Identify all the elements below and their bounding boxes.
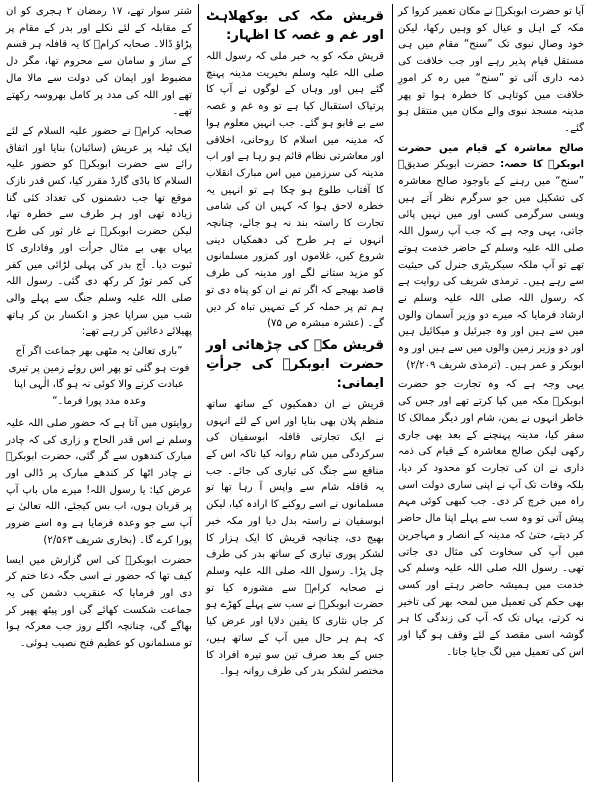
paragraph: قریش نے ان دھمکیوں کے ساتھ ساتھ منظم پلان بھی بنایا اور اس کے لئے انہوں نے ایک تجارتی قافلہ ابوسفیان کی سرکردگی میں شام روانہ کیا تاکہ اس کے منافع سے جنگ کی تیاری کی جائے۔ جب یہ قافلہ شام سے واپس آ رہا تھا تو مسلمانوں نے اسے روکنے کا ارادہ کیا، لیکن ابوسفیان نے راستہ بدل دیا اور مکہ خبر بھیج دی، چنانچہ قریش کا ایک ہزار کا لشکر پوری تیاری کے ساتھ بدر کی طرف چل پڑا۔ رسول اللہ صلی اللہ علیہ وسلم نے صحابہ کرامؓ سے مشورہ کیا تو حضرت ابوبکرؓ نے سب سے پہلے کھڑے ہو کر جاں نثاری کا یقین دلایا اور عرض کیا کہ ہم ہر حال میں آپ کے ساتھ ہیں، جس کے بعد صرف تین سو تیرہ افراد کا مختصر لشکر بدر کی طرف روانہ ہوا۔ (206, 398, 384, 678)
paragraph: شتر سوار تھے، ۱۷ رمضان ۲ ہجری کو ان کے مقابلہ کے لئے نکلے اور بدر کے مقام پر پڑاؤ ڈالا۔ صحابہ کرامؓ کا یہ قافلہ ہر قسم کے ساز و سامان سے محروم تھا، مگر دل مضبوط اور ایمان کی دولت سے مالا مال تھے اور اللہ کی مدد پر کامل بھروسہ رکھتے تھے۔ (6, 6, 192, 118)
prayer-verse: ”باری تعالیٰ یہ مٹھی بھر جماعت اگر آج فوت ہو گئی تو پھر اس روئے زمین پر تیری عبادت کرنے والا کوئی نہ ہو گا، الٰہی اپنا وعدہ مدد پورا فرما۔“ (8, 346, 190, 408)
inline-heading: صالح معاشرہ کے قیام میں حضرت ابوبکرؓ کا حصہ: (398, 142, 584, 171)
paragraph: حضرت ابوبکرؓ کی اس گزارش میں ایسا کیف تھا کہ حضور نے اسی جگہ دعا ختم کر دی اور فرمایا کہ عنقریب دشمن کی یہ جماعت شکست کھائے گی اور پیٹھ پھیر کر بھاگے گی، چنانچہ اگلے روز جب معرکہ ہوا تو مسلمانوں کو عظیم فتح نصیب ہوئی۔ (6, 554, 192, 650)
paragraph: آیا تو حضرت ابوبکرؓ نے مکان تعمیر کروا کر مکہ کے اہل و عیال کو وہیں رکھا، لیکن خود وصالِ نبوی تک ”سنح“ مقام میں ہی مستقل قیام پذیر رہے اور جب خلافت کی ذمہ داری آئی تو ”سنح“ میں رہ کر امورِ خلافت میں کوتاہی کا خطرہ ہوا تو پھر مدینہ مسجد نبوی والے مکان میں منتقل ہو گئے۔ (398, 6, 584, 134)
paragraph: صحابہ کرامؓ نے حضور علیہ السلام کے لئے ایک ٹیلہ پر عریش (سائبان) بنایا اور اتفاق رائے سے حضرت ابوبکرؓ کو حضور علیہ السلام کا باڈی گارڈ مقرر کیا، کس قدر نازک موقع تھا جب دشمنوں کی تعداد کئی گنا زیادہ تھی اور ہر طرف سے خطرہ تھا، لیکن حضرت ابوبکرؓ نے غار ثور کی طرح یہاں بھی بے مثال جرأت اور وفاداری کا ثبوت دیا۔ آج بدر کی پہلی لڑائی میں کفر کی کمر توڑ کر رکھ دی گئی۔ رسول اللہ صلی اللہ علیہ وسلم جنگ سے پہلے والی شب میں سراپا عجز و انکسار بن کر ہاتھ پھیلائے دعائیں کر رہے تھے: (6, 125, 192, 338)
column-divider (392, 4, 393, 782)
paragraph: یہی وجہ ہے کہ وہ تجارت جو حضرت ابوبکرؓ مکہ میں کیا کرتے تھے اور جس کی خاطر انہوں نے یمن، شام اور دیگر ممالک کا سفر کیا، مدینہ پہنچنے کے بعد بھی جاری رکھی لیکن صالح معاشرہ کے قیام کی ذمہ داری نے ان کی تجارت کو محدود کر دیا، بلکہ وفات تک آپ نے اپنی ساری دولت اسی راہ میں خرچ کر دی۔ جب کبھی کوئی مہم پیش آتی تو وہ سب سے پہلے اپنا مال حاضر کر دیتے، حتیٰ کہ مدینہ کے انصار و مہاجرین میں آپ کی سخاوت کی مثال دی جاتی تھی۔ رسول اللہ صلی اللہ علیہ وسلم کی خدمت میں ہمیشہ حاضر رہتے اور کسی بھی حکم کی تعمیل میں لمحہ بھر کی تاخیر نہ کرتے، یہاں تک کہ آپ کی زندگی کا ہر گوشہ اسی مقصد کے لئے وقف ہو گیا اور اس کی تعمیل میں لگ جایا جاتا۔ (398, 379, 584, 658)
paragraph (398, 141, 584, 375)
paragraph-text: حضرت ابوبکر صدیقؓ ”سنح“ میں رہنے کے باوجود صالح معاشرہ کی تشکیل میں جو سرگرم نظر آتے ہیں ویسی سرگرمی کسی اور میں نہیں پائی جاتی، یہی وجہ ہے کہ جب آپ رسول اللہ صلی اللہ علیہ وسلم کے حاضر خدمت ہوتے تھے تو آپ ملکہ سیکریٹری جنرل کی حیثیت سے رہے ہیں۔ ترمذی شریف کی روایت ہے کہ رسول اللہ صلی اللہ علیہ وسلم نے ارشاد فرمایا کہ میرے دو وزیر آسمان والوں میں سے ہیں اور وہ جبرئیل و میکائیل ہیں اور دو وزیر زمین والوں میں سے ہیں اور وہ ابوبکر و عمر ہیں۔ (ترمذی شریف ۲/۲۰۹) (398, 159, 584, 371)
paragraph: قریش مکہ کو یہ خبر ملی کہ رسول اللہ صلی اللہ علیہ وسلم بخیریت مدینہ پہنچ گئے ہیں اور وہاں کے لوگوں نے آپ کا پرتپاک استقبال کیا ہے تو وہ غم و غصہ سے بے قابو ہو گئے۔ جب انہیں معلوم ہوا کہ مدینہ میں اسلام کا روحانی، اخلاقی اور معاشرتی نظام قائم ہو رہا ہے اور اب مدینہ کی سرزمین میں اس مبارک انقلاب کا آفتاب طلوع ہو چکا ہے تو انہیں یہ خطرہ لاحق ہوا کہ کہیں ان کی شامی تجارت کا راستہ بند نہ ہو جائے، چنانچہ انہوں نے ہر طرح کی دھمکیاں دینی شروع کیں، غلاموں اور کمزور مسلمانوں کو مزید ستانے لگے اور مدینہ کی طرف قاصد بھیجے کہ اگر تم نے ان کو پناہ دی تو ہم تم پر حملہ کر کے تمہیں تباہ کر دیں گے۔ (عشرہ مبشرہ ص ۷۵) (206, 51, 384, 330)
column-middle (206, 4, 384, 782)
section-heading: قریش مکہ کی چڑھائی اور حضرت ابوبکرؓ کی جرأتِ ایمانی: (206, 337, 384, 391)
section-heading: قریش مکہ کی بوکھلاہٹ اور غم و غصہ کا اظہار: (206, 9, 384, 43)
paragraph: روایتوں میں آتا ہے کہ حضور صلی اللہ علیہ وسلم نے اس قدر الحاح و زاری کی کہ چادر مبارک کندھوں سے گر گئی، حضرت ابوبکرؓ نے چادر اٹھا کر کندھے مبارک پر ڈالی اور عرض کیا: یا رسول اللہ! میرے ماں باپ آپ پر قربان ہوں، اب بس کیجئے، اللہ تعالیٰ نے آپ سے جو وعدہ فرمایا ہے وہ اسے ضرور پورا کرے گا۔ (بخاری شریف ۲/۵۶۳) (6, 417, 192, 546)
column-divider (198, 4, 199, 782)
column-left (6, 4, 192, 782)
column-right (398, 4, 584, 782)
